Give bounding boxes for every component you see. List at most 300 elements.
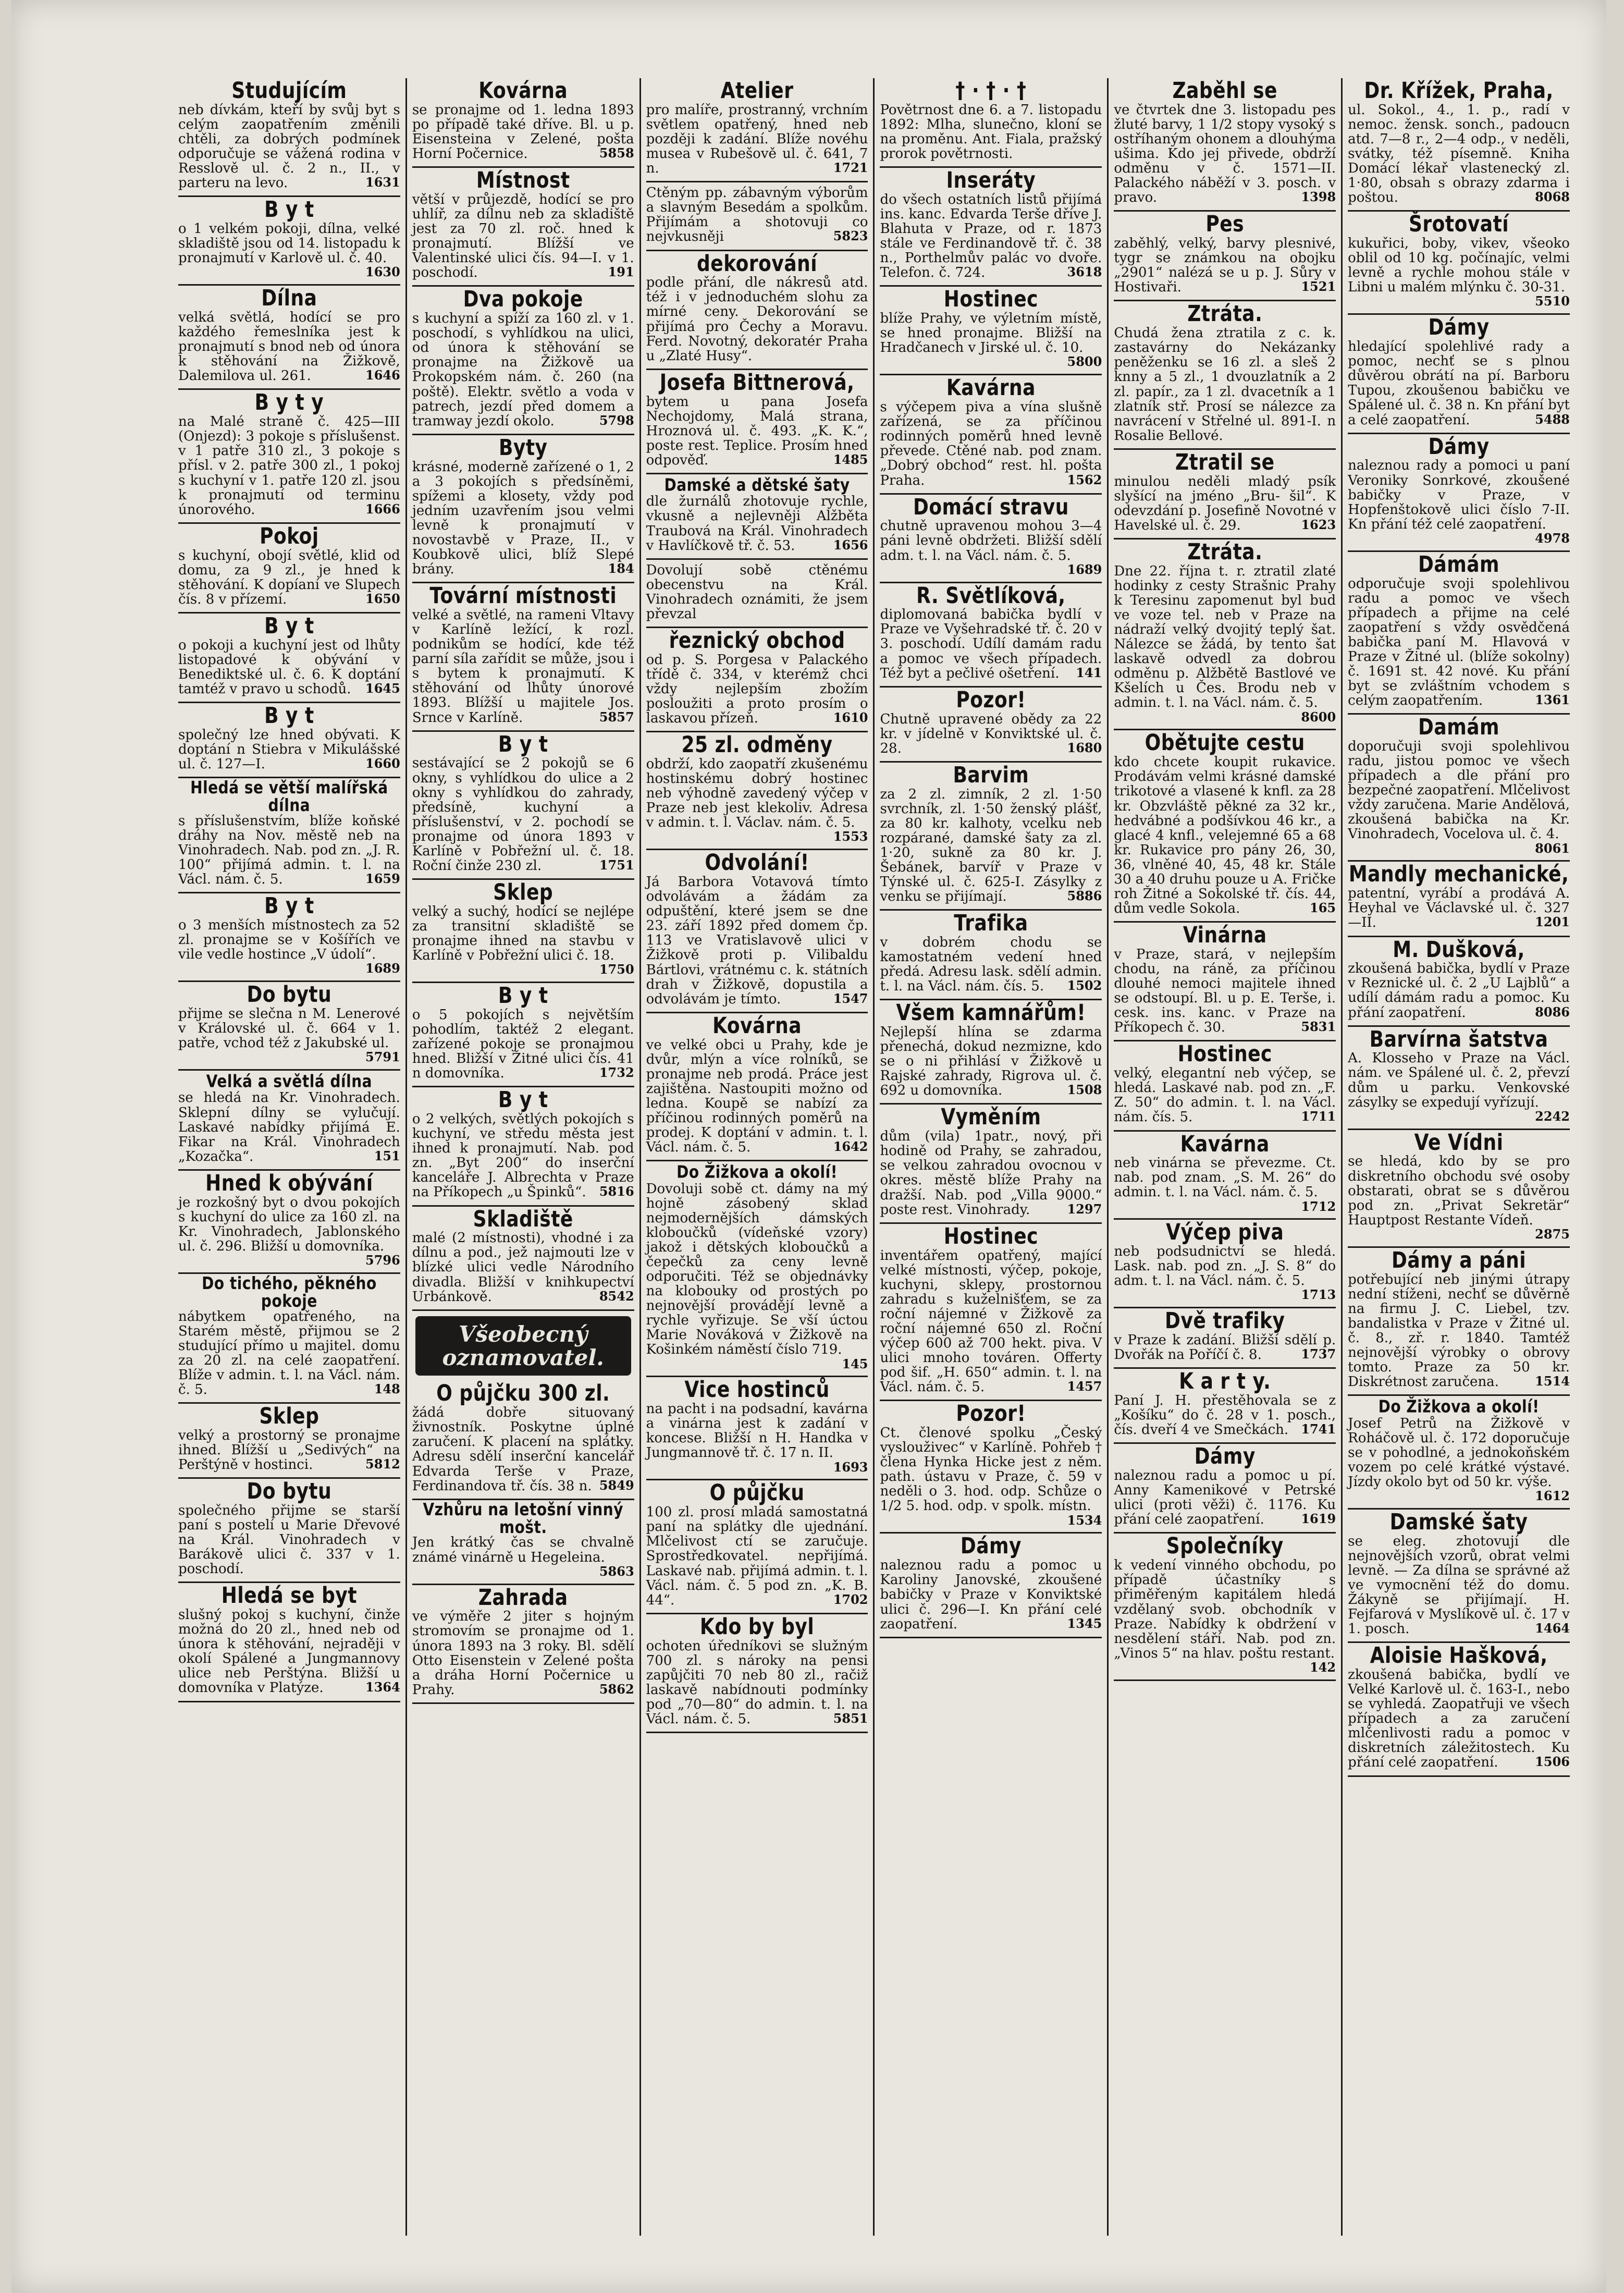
ad-number: 1534 bbox=[1067, 1512, 1102, 1528]
ad-heading: 25 zl. odměny bbox=[681, 732, 833, 758]
ad-body: naleznou rady a pomoci u paní Veroniky Sonrkové, zkoušené babičky v Praze, v Hopfenštokově ulici číslo 7-II. Kn přání též celé zaopatření. 4978 bbox=[1348, 458, 1570, 546]
classified-ad bbox=[880, 911, 1102, 1000]
ad-heading: Hledá se větší malířská dílna bbox=[190, 777, 388, 816]
ad-body: Chudá žena ztratila z c. k. zastavárny do Nekázanky peněženku se 16 zl. a sleš 2 knny a 5 zl., 1 dvouzlatník a 2 zl. papír., za 1 zl. dvacetník a 1 zlatník stř. Prosí se nálezce za navrácení v Střelné ul. 891-I. n Rosalie Bellové. bbox=[1114, 325, 1336, 444]
classified-ad bbox=[178, 1071, 400, 1171]
ad-body: Povětrnost dne 6. a 7. listopadu 1892: Mlha, slunečno, kloní se na proměnu. Ant. Fiala, pražský prorok povětrnosti. bbox=[880, 102, 1102, 162]
classified-ad bbox=[412, 435, 634, 583]
ad-number: 1457 bbox=[1067, 1379, 1102, 1394]
ad-number: 1553 bbox=[833, 829, 868, 844]
ad-heading: Pokoj bbox=[260, 523, 319, 549]
ad-number: 1680 bbox=[1067, 740, 1102, 755]
classified-ad bbox=[412, 583, 634, 731]
ad-body: obdrží, kdo zaopatří zkušenému hostinskému dobrý hostinec neb výhodně zavedený výčep v Praze neb jest klekoliv. Adresa v admin. t. l. Václav. nám. č. 5. 1553 bbox=[646, 756, 868, 844]
ad-body: větší v průjezdě, hodící se pro uhlíř, za dílnu neb za skladiště jest za 70 zl. roč. hned k pronajmutí. Blížší ve Valentinské ulici čís. 94—I. v 1. poschodí. 191 bbox=[412, 191, 634, 281]
classified-ad bbox=[178, 78, 400, 197]
classified-ad bbox=[1348, 715, 1570, 862]
ad-number: 4978 bbox=[1535, 530, 1570, 546]
ad-heading: Dva pokoje bbox=[463, 287, 583, 312]
ad-body: Jen krátký čas se chvalně známé vinárně u Hegeleina. 5863 bbox=[412, 1535, 634, 1579]
ad-number: 1398 bbox=[1301, 189, 1336, 205]
ad-number: 1201 bbox=[1535, 914, 1570, 930]
ad-body: zaběhlý, velký, barvy plesnivé, tygr se známkou na obojku „2901“ nalézá se u p. J. Sůry v Hostivaři. 1521 bbox=[1114, 236, 1336, 296]
ad-number: 1506 bbox=[1535, 1754, 1570, 1770]
ad-number: 148 bbox=[374, 1381, 400, 1396]
ad-body: zkoušená babička, bydlí ve Velké Karlově ul. č. 163-I., nebo se vyhledá. Zaopatřuji ve všech případech a za zaručení mlčenlivosti radu a pomoc v diskretních záležitostech. Ku přání celé zaopatření. 1506 bbox=[1348, 1666, 1570, 1771]
classified-ad bbox=[1114, 78, 1336, 212]
classified-ad bbox=[178, 1274, 400, 1404]
ad-body: slušný pokoj s kuchyní, činže možná do 20 zl., hned neb od února k stěhování, nejraději v okolí Spálené a Jungmannovy ulice neb Perštýna. Bližší u domovníka v Platýze. 1364 bbox=[178, 1607, 400, 1696]
ad-number: 1712 bbox=[1301, 1198, 1336, 1214]
classified-ad bbox=[1114, 1444, 1336, 1534]
classified-ad bbox=[178, 390, 400, 523]
ad-heading: Hned k obývání bbox=[205, 1171, 373, 1196]
ad-heading: B y t y bbox=[254, 390, 324, 416]
ad-body: ochoten úředníkovi se služným 700 zl. s nároky na pensi zapůjčiti 70 neb 80 zl., račiž laskavě nabídnouti podmínky pod „70—80“ do admin. t. l. na Václ. nám. č. 5. 5851 bbox=[646, 1638, 868, 1727]
ad-body: se hledá na Kr. Vinohradech. Sklepní dílny se vylučují. Laskavé nabídky přijímá E. Fikar na Král. Vinohradech „Kozačka“. 151 bbox=[178, 1090, 400, 1164]
ad-number: 1623 bbox=[1301, 517, 1336, 532]
ad-body: se hledá, kdo by se pro diskretního obchodu své osoby obstarati, obrat se s důvěrou pod zn. „Privat Sekretär“ Hauptpost Restante Vídeň. 2875 bbox=[1348, 1154, 1570, 1242]
ad-number: 1508 bbox=[1067, 1082, 1102, 1098]
classified-columns bbox=[173, 78, 1575, 2236]
ad-body: o pokoji a kuchyní jest od lhůty listopadové k obývání v Benediktské ul. č. 6. K doptání tamtéž v pravo u schodů. 1645 bbox=[178, 637, 400, 697]
classified-ad bbox=[178, 982, 400, 1071]
ad-number: 2242 bbox=[1535, 1108, 1570, 1124]
ad-number: 1610 bbox=[833, 710, 868, 726]
ad-body: o 2 velkých, světlých pokojích s kuchyní, ve středu města jest ihned k pronajmutí. Nab. pod zn. „Byt 200“ do inserční kanceláře J. Albrechta v Praze na Příkopech „u Špinků“. 5816 bbox=[412, 1111, 634, 1200]
classified-ad bbox=[880, 375, 1102, 494]
ad-body: se eleg. zhotovují dle nejnovějších vzorů, obrat velmi levně. — Za dílna se správné až ve vymocnění též do domu. Žákyně se přijímají. H. Fejfarová v Myslíkově ul. č. 17 v 1. posch. 1464 bbox=[1348, 1533, 1570, 1637]
classified-ad bbox=[1114, 450, 1336, 539]
ad-number: 1297 bbox=[1067, 1201, 1102, 1217]
ad-heading: Damské šaty bbox=[1389, 1510, 1528, 1535]
ad-heading: K a r t y. bbox=[1179, 1369, 1271, 1394]
ad-heading: Tovární místnosti bbox=[429, 583, 617, 609]
ad-heading: Skladiště bbox=[473, 1206, 573, 1232]
column-1 bbox=[173, 78, 407, 2236]
ad-body: Já Barbora Votavová tímto odvolávám a žádám za odpuštění, které jsem se dne 23. září 1892 před domem čp. 113 ve Vratislavově ulici v Žižkově proti p. Vilibaldu Bártlovi, vrátnému c. k. státních drah v Žižkově, dopustila a odvolávám je tímto. 1547 bbox=[646, 874, 868, 1007]
ad-number: 1721 bbox=[833, 160, 868, 176]
ad-body: kukuřici, boby, vikev, všeoko oblil od 10 kg. počínajíc, velmi levně a rychle mohou stále v Libni u malém mlýnku č. 30-31. 5510 bbox=[1348, 236, 1570, 309]
ad-body: Dne 22. října t. r. ztratil zlaté hodinky z cesty Strašnic Prahy k Teresinu zapomenut byl bud ve voze tel. neb v Praze na nádraží velký dvojitý teplý šat. Nálezce se žádá, by tento šat laskavě odvedl za dobrou odměnu p. Alžbětě Bastlové ve Kšelích u Čes. Brodu neb v admin. t. l. na Václ. nám. č. 5. 8600 bbox=[1114, 563, 1336, 725]
ad-number: 1514 bbox=[1535, 1374, 1570, 1389]
ad-number: 5851 bbox=[833, 1710, 868, 1726]
ad-body: doporučuji svoji spolehlivou radu, jistou pomoc ve všech případech a dle přání pro bezpečné zaopatření. Mlčelivost vždy zaručena. Marie Andělová, zkoušená babička na Kr. Vinohradech, Vocelova ul. č. 4. 8061 bbox=[1348, 739, 1570, 856]
classified-ad bbox=[880, 688, 1102, 763]
ad-body: dle žurnálů zhotovuje rychle, vkusně a nejlevněji Alžběta Traubová na Král. Vinohradech v Havlíčkově tř. č. 53. 1656 bbox=[646, 494, 868, 554]
ad-heading: Vice hostinců bbox=[684, 1377, 830, 1403]
ad-heading: Damám bbox=[1418, 715, 1500, 740]
ad-number: 8068 bbox=[1535, 189, 1570, 205]
ad-heading: Hostinec bbox=[943, 1223, 1039, 1249]
ad-number: 1612 bbox=[1535, 1488, 1570, 1503]
ad-number: 1750 bbox=[599, 962, 634, 977]
classified-ad bbox=[880, 1224, 1102, 1402]
ad-heading: dekorování bbox=[697, 251, 818, 277]
ad-number: 5800 bbox=[1067, 354, 1102, 370]
ad-number: 1650 bbox=[365, 591, 400, 606]
classified-ad bbox=[178, 1479, 400, 1583]
classified-ad bbox=[646, 1161, 868, 1377]
ad-heading: Šrotovatí bbox=[1408, 212, 1509, 237]
ad-number: 8542 bbox=[599, 1288, 634, 1304]
ad-number: 191 bbox=[608, 264, 634, 280]
ad-heading: B y t bbox=[498, 1087, 548, 1113]
ad-body: v Praze k zadání. Bližší sdělí p. Dvořák na Poříčí č. 8. 1737 bbox=[1114, 1332, 1336, 1363]
ad-number: 5831 bbox=[1301, 1019, 1336, 1035]
ad-heading: Odvolání! bbox=[705, 850, 809, 876]
ad-number: 5862 bbox=[599, 1681, 634, 1697]
ad-number: 3618 bbox=[1067, 264, 1102, 280]
ad-body: odporučuje svoji spolehlivou radu a pomoc ve všech případech a přijme na celé zaopatření s vždy osvědčená babička paní M. Hlavová v Praze v Žitné ul. (blíže sokolny) č. 1691 st. 42 nové. Ku přání byt se zvláštním vchodem s celým zaopatřením. 1361 bbox=[1348, 575, 1570, 709]
ad-body: patentní, vyrábí a prodává A. Heyhal ve Václavské ul. č. 327—II. 1201 bbox=[1348, 886, 1570, 931]
classified-ad bbox=[1114, 1041, 1336, 1131]
ad-heading: Pes bbox=[1205, 212, 1245, 237]
ad-heading: Výčep piva bbox=[1166, 1220, 1284, 1246]
ad-body: Ct. členové spolku „Český vyslouživec“ v Karlíně. Pohřeb † člena Hynka Hicke jest z něm. path. ústavu v Praze, č. 59 v neděli o 3. hod. odp. Schůze o 1/2 5. hod. odp. v spolk. místn. 1534 bbox=[880, 1425, 1102, 1528]
classified-ad bbox=[646, 251, 868, 370]
ad-body: neb podsudnictví se hledá. Lask. nab. pod zn. „J. S. 8“ do adm. t. l. na Václ. nám. č. 5. 1713 bbox=[1114, 1244, 1336, 1303]
ad-heading: Kovárna bbox=[712, 1013, 802, 1039]
ad-number: 5488 bbox=[1535, 411, 1570, 427]
classified-ad bbox=[880, 287, 1102, 375]
ad-body: krásné, moderně zařízené o 1, 2 a 3 pokojích s předsíněmi, spížemi a klosety, vždy pod jedním uzavřením jsou velmi levně k pronajmutí v novostavbě v Praze, II., v Koubkově ulici, blíž Slepé brány. 184 bbox=[412, 459, 634, 578]
classified-ad bbox=[646, 850, 868, 1013]
ad-body: velký, elegantní neb výčep, se hledá. Laskavé nab. pod zn. „F. Z. 50“ do admin. t. l. na Václ. nám. čís. 5. 1711 bbox=[1114, 1065, 1336, 1125]
classified-ad bbox=[1348, 434, 1570, 552]
ad-heading: Dámám bbox=[1418, 551, 1500, 578]
ad-heading: Do bytu bbox=[247, 982, 332, 1008]
ad-number: 1711 bbox=[1301, 1109, 1336, 1124]
newspaper-page bbox=[11, 0, 1606, 2293]
classified-ad bbox=[412, 287, 634, 435]
ad-body: k vedení vinného obchodu, po případě účastníky s přiměřeným kapitálem hledá vzdělaný svob. obchodník v Praze. Nabídky k obdržení v nesdělení stáří. Nab. pod zn. „Vinos 5“ na hlav. poštu restant. 142 bbox=[1114, 1558, 1336, 1675]
ad-heading: Hostinec bbox=[1177, 1041, 1272, 1068]
classified-ad bbox=[412, 1207, 634, 1311]
ad-number: 1521 bbox=[1301, 279, 1336, 295]
ad-number: 151 bbox=[374, 1148, 400, 1163]
ad-heading: Dámy bbox=[1428, 434, 1490, 460]
ad-heading: Dámy bbox=[960, 1534, 1022, 1560]
ad-number: 145 bbox=[842, 1356, 868, 1371]
ad-number: 1737 bbox=[1301, 1346, 1336, 1362]
classified-ad bbox=[1348, 937, 1570, 1027]
ad-heading: O půjčku 300 zl. bbox=[436, 1381, 610, 1407]
ad-body: kdo chcete koupit rukavice. Prodávám velmi krásné damské trikotové a vlasené k knfl. za 28 kr. Obzvláště pěkné za 32 kr., hedvábné a podšívkou 46 kr., a glacé 4 knfl., velejemné 65 a 68 kr. Rukavice pro pány 26, 30, 36, vlněné 40, 45, 48 kr. Stále 30 a 40 druhu pouze u A. Fričke roh Žitné a Sokolské tř. čís. 44, dům vedle Sokola. 165 bbox=[1114, 754, 1336, 917]
ad-body: velký a suchý, hodící se nejlépe za transitní skladiště se pronajme ihned na stavbu v Karlíně v Pobřežní ulici č. 18. 1750 bbox=[412, 903, 634, 977]
ad-heading: M. Dušková, bbox=[1393, 937, 1525, 963]
ad-body: chutně upravenou mohou 3—4 páni levně obdržeti. Bližší sdělí adm. t. l. na Václ. nám. č. 5. 1689 bbox=[880, 518, 1102, 577]
ad-heading: Vyměním bbox=[941, 1105, 1041, 1131]
classified-ad bbox=[1348, 862, 1570, 937]
ad-heading: Ztráta. bbox=[1187, 301, 1263, 327]
ad-number: 5816 bbox=[599, 1184, 634, 1199]
ad-number: 1345 bbox=[1067, 1615, 1102, 1631]
ad-body: hledající spolehlivé rady a pomoc, nechť se s plnou důvěrou obrátí na pí. Barboru Tupou, zkoušenou babičku ve Spálené ul. č. 38 n. Kn přání byt a celé zaopatření. 5488 bbox=[1348, 339, 1570, 428]
classified-ad bbox=[412, 1087, 634, 1206]
classified-ad bbox=[1114, 1534, 1336, 1681]
classified-ad bbox=[1114, 1220, 1336, 1308]
classified-ad bbox=[412, 880, 634, 983]
ad-heading: Vzhůru na letošní vinný mošt. bbox=[423, 1499, 623, 1538]
ad-number: 1666 bbox=[365, 501, 400, 517]
ad-heading: B y t bbox=[264, 703, 314, 729]
ad-heading: Ztráta. bbox=[1187, 539, 1263, 565]
ad-number: 1485 bbox=[833, 451, 868, 467]
classified-ad bbox=[880, 495, 1102, 583]
ad-heading: Ve Vídni bbox=[1414, 1130, 1504, 1156]
classified-ad bbox=[1348, 1396, 1570, 1510]
ad-number: 1630 bbox=[365, 264, 400, 280]
ad-heading: Společníky bbox=[1166, 1534, 1284, 1560]
ad-heading: Kavárna bbox=[1180, 1131, 1270, 1157]
ad-heading: Byty bbox=[498, 435, 548, 461]
ad-heading: Dvě trafiky bbox=[1164, 1308, 1285, 1334]
ad-number: 5796 bbox=[365, 1252, 400, 1268]
classified-ad bbox=[1348, 1130, 1570, 1248]
classified-ad bbox=[412, 1381, 634, 1500]
ad-body: Ctěným pp. zábavným výborům a slavným Besedám a spolkům. Přijímám a shotovuji co nejvkusněji 5823 bbox=[646, 185, 868, 245]
ad-body: neb dívkám, kteří by svůj byt s celým zaopatřením změnili chtěli, za dobrých podmínek odporučuje se vážená rodina v Resslově ul. č. 2 n., II., v parteru na levo. 1631 bbox=[178, 102, 400, 191]
ad-number: 184 bbox=[608, 561, 634, 577]
ad-heading: Damské a dětské šaty bbox=[664, 474, 850, 495]
ad-body: ve výměře 2 jiter s hojným stromovím se pronajme od 1. února 1893 na 3 roky. Bl. sdělí Otto Eisenstein v Zelené pošta a dráha Horní Počernice u Prahy. 5862 bbox=[412, 1609, 634, 1698]
ad-heading: Všem kamnářům! bbox=[896, 1000, 1086, 1026]
ad-body: žádá dobře situovaný živnostník. Poskytne úplné zaručení. K placení na splátky. Adresu sdělí inserční kancelář Edvarda Terše v Praze, Ferdinandova tř. čís. 38 n. 5849 bbox=[412, 1405, 634, 1494]
ad-heading: O půjčku bbox=[709, 1480, 805, 1506]
ad-number: 1660 bbox=[365, 755, 400, 771]
ad-body: ul. Sokol., 4., 1. p., radí v nemoc. žensk. sonch., padoucn atd. 7—8 r., 2—4 odp., v neděli, svátky, též písemně. Kniha Domácí lékař vlastenecký zl. 1·80, obsah s obrazy zdarma i poštou. 8068 bbox=[1348, 102, 1570, 206]
section-banner: Všeobecný oznamovatel. bbox=[415, 1316, 631, 1376]
ad-number: 141 bbox=[1076, 665, 1102, 680]
ad-heading: Kdo by byl bbox=[699, 1614, 815, 1640]
classified-ad bbox=[178, 778, 400, 893]
ad-body: na Malé straně č. 425—III (Onjezd): 3 pokoje s příslušenst. v 1 patře 310 zl., 3 pokoje s přísl. v 2. patře 300 zl., 1 pokoj s kuchyní v 1. patře 120 zl. jsou k pronajmutí od terminu únorového. 1666 bbox=[178, 414, 400, 518]
ad-body: Paní J. H. přestěhovala se z „Košíku“ do č. 28 v 1. posch., čís. dveří 4 ve Smečkách. 1741 bbox=[1114, 1393, 1336, 1438]
ad-number: 5798 bbox=[599, 412, 634, 428]
ad-body: s výčepem piva a vína slušně zařízená, se za příčinou rodinných poměrů hned levně převede. Ctěné nab. pod znam. „Dobrý obchod“ rest. hl. pošta Praha. 1562 bbox=[880, 399, 1102, 488]
classified-ad bbox=[646, 1480, 868, 1614]
ad-heading: Pozor! bbox=[956, 1401, 1026, 1427]
classified-ad bbox=[646, 1013, 868, 1161]
ad-body: o 3 menších místnostech za 52 zl. pronajme se v Košířích ve vile vedle hostince „V údolí“. 1689 bbox=[178, 917, 400, 976]
ad-number: 1361 bbox=[1535, 692, 1570, 708]
classified-ad bbox=[412, 78, 634, 168]
column-5 bbox=[1109, 78, 1343, 2236]
ad-body: od p. S. Porgesa v Palackého třídě č. 334, v kterémž chci vždy nejlepším zbožím posloužiti a proto prosím o laskavou přízeň. 1610 bbox=[646, 652, 868, 727]
ad-number: 5823 bbox=[833, 228, 868, 244]
classified-ad bbox=[880, 1401, 1102, 1534]
ad-heading: Barvírna šatstva bbox=[1369, 1026, 1548, 1052]
ad-number: 1689 bbox=[1067, 561, 1102, 577]
ad-heading: B y t bbox=[264, 614, 314, 639]
classified-ad bbox=[880, 1105, 1102, 1223]
ad-heading: Barvim bbox=[953, 762, 1029, 788]
ad-number: 1645 bbox=[365, 680, 400, 696]
column-3 bbox=[641, 78, 875, 2236]
classified-ad bbox=[646, 78, 868, 182]
ad-body: za 2 zl. zimník, 2 zl. 1·50 svrchník, zl. 1·50 ženský plášť, za 80 kr. kalhoty, vcelku neb rozpárané, damské šaty za zl. 1·20, sukně za 80 kr. J. Šebánek, barvíř v Praze v Týnské ul. č. 625-I. Zásylky z venku se přijímají. 5886 bbox=[880, 786, 1102, 905]
ad-body: dům (vila) 1patr., nový, při hodině od Prahy, se zahradou, se velkou zahradou ovocnou v okres. městě blíže Prahy na dražší. Nab. pod „Villa 9000.“ poste rest. Vinohrady. 1297 bbox=[880, 1129, 1102, 1218]
classified-ad bbox=[880, 763, 1102, 911]
classified-ad bbox=[178, 1583, 400, 1702]
ad-heading: Velká a světlá dílna bbox=[206, 1071, 373, 1092]
ad-number: 5863 bbox=[599, 1563, 634, 1579]
classified-ad bbox=[178, 703, 400, 778]
ad-number: 5858 bbox=[599, 145, 634, 161]
ad-body: o 5 pokojích s největším pohodlím, taktéž 2 elegant. zařízené pokoje se pronajmou hned. Bližší v Žitné ulici čís. 41 n domovníka. 1732 bbox=[412, 1007, 634, 1082]
ad-body: velké a světlé, na rameni Vltavy v Karlíně ležící, k rozl. podnikům se hodící, kde též parní síla zařídit se může, jsou i s bytem k pronajmutí. K stěhování od lhůty únorové 1893. Blížší u majitele Jos. Srnce v Karlíně. 5857 bbox=[412, 607, 634, 726]
ad-number: 2875 bbox=[1535, 1226, 1570, 1242]
classified-ad bbox=[178, 614, 400, 703]
ad-body: s kuchyní a spíží za 160 zl. v 1. poschodí, s vyhlídkou na ulici, od února k stěhování se pronajme na Žižkově ua Prokopském nám. č. 260 (na poště). Elektr. světlo a voda v patrech, jezdí před domem a tramway jezdí okolo. 5798 bbox=[412, 311, 634, 429]
ad-heading: B y t bbox=[264, 893, 314, 919]
classified-ad bbox=[1114, 301, 1336, 449]
ad-number: 1547 bbox=[833, 990, 868, 1006]
ad-number: 1693 bbox=[833, 1459, 868, 1475]
ad-body: 100 zl. prosí mladá samostatná paní na splátky dle ujednání. Mlčelivost ctí se zaručuje. Sprostředkovatel. nepřijímá. Laskavé nab. přijímá admin. t. l. Václ. nám. č. 5 pod zn. „K. B. 44“. 1702 bbox=[646, 1504, 868, 1608]
ad-number: 1689 bbox=[365, 961, 400, 976]
classified-ad bbox=[1348, 1643, 1570, 1776]
ad-body: na pacht i na podsadní, kavárna a vinárna jest k zadání v koncese. Bližší n H. Handka v Jungmannově tř. č. 17 n. II. 1693 bbox=[646, 1401, 868, 1475]
classified-ad bbox=[1114, 730, 1336, 923]
ad-heading: Dámy bbox=[1428, 315, 1490, 340]
classified-ad bbox=[178, 286, 400, 390]
classified-ad bbox=[178, 1404, 400, 1479]
ad-heading: Dílna bbox=[261, 286, 317, 311]
ad-heading: Místnost bbox=[476, 168, 570, 193]
ad-number: 1656 bbox=[833, 537, 868, 553]
classified-ad bbox=[1114, 1369, 1336, 1444]
ad-heading: Dámy bbox=[1194, 1444, 1256, 1469]
ad-number: 1646 bbox=[365, 367, 400, 383]
classified-ad bbox=[1348, 78, 1570, 212]
ad-body: Josef Petrů na Žižkově v Roháčově ul. č. 172 doporučuje se v pohodlné, a jednokoňském vozem po celé krátké výstavé. Jízdy okolo byt od 50 kr. výše. 1612 bbox=[1348, 1415, 1570, 1503]
ad-heading: Atelier bbox=[720, 78, 794, 104]
ad-body: velký a prostorný se pronajme ihned. Blížší u „Sedivých“ na Perštýně v hostinci. 5812 bbox=[178, 1427, 400, 1473]
ad-body: společného přijme se starší paní s postelí u Marie Dřevové na Král. Vinohradech v Barákově ulici č. 337 v 1. poschodí. bbox=[178, 1502, 400, 1577]
classified-ad bbox=[178, 524, 400, 614]
ad-heading: Pozor! bbox=[956, 687, 1026, 713]
classified-ad bbox=[1348, 212, 1570, 315]
ad-body: Dovolují sobě ctěnému obecenstvu na Král. Vinohradech oznámiti, že jsem převzal bbox=[646, 562, 868, 622]
ad-body: je rozkošný byt o dvou pokojích s kuchyní do ulice za 160 zl. na Kr. Vinohradech, Jablonského ul. č. 296. Bližší u domovníka. 5796 bbox=[178, 1194, 400, 1268]
ad-body: se pronajme od 1. ledna 1893 po případě také dříve. Bl. u p. Eisensteina v Zelené, pošta Horní Počernice. 5858 bbox=[412, 102, 634, 162]
ad-body: v Praze, stará, v nejlepším chodu, na ráně, za příčinou dlouhé nemoci majitele ihned se odstoupí. Bl. u p. E. Terše, i. cesk. ins. kanc. v Praze na Příkopech č. 30. 5831 bbox=[1114, 946, 1336, 1036]
ad-heading: řeznický obchod bbox=[669, 628, 845, 654]
ad-body: potřebující neb jinými útrapy nední stíženi, nechť se důvěrně na firmu J. C. Liebel, tzv. bandalistka v Praze v Žitné ul. č. 8., zř. r. 1840. Tamtéž nejnovější výrobky o obrovy tomto. Praze za 50 kr. Diskrétnost zaručena. 1514 bbox=[1348, 1271, 1570, 1390]
ad-number: 165 bbox=[1310, 900, 1336, 916]
ad-heading: Vinárna bbox=[1183, 923, 1267, 948]
ad-body: malé (2 místnosti), vhodné i za dílnu a pod., jež najmouti lze v blízké ulici vedle Národního divadla. Bližší v knihkupectví Urbánkově. 8542 bbox=[412, 1230, 634, 1305]
ad-body: inventářem opatřený, mající velké místnosti, výčep, pokoje, kuchyni, sklepy, prostornou zahradu s kuželnišťem, se za roční nájemné v Žižkově za roční nájemné 650 zl. Roční výčep 600 až 700 hekt. piva. V ulici mnoho továren. Offerty pod šif. „H. 650“ admin. t. l. na Václ. nám. č. 5. 1457 bbox=[880, 1247, 1102, 1395]
ad-body: o 1 velkém pokoji, dílna, velké skladiště jsou od 14. listopadu k pronajmutí v Karlově ul. č. 40. 1630 bbox=[178, 221, 400, 280]
classified-ad bbox=[178, 1171, 400, 1274]
ad-heading: Mandly mechanické, bbox=[1348, 862, 1569, 888]
ad-number: 5510 bbox=[1535, 293, 1570, 309]
ad-number: 1364 bbox=[365, 1679, 400, 1695]
ad-body: naleznou radu a pomoc u Karoliny Janovské, zkoušené babičky v Praze v Konviktské ulici č. 296—I. Kn přání celé zaopatření. 1345 bbox=[880, 1558, 1102, 1632]
ad-body: v dobrém chodu se kamostatném vedení hned předá. Adresu lask. sdělí admin. t. l. na Václ. nám. čís. 5. 1502 bbox=[880, 934, 1102, 995]
classified-ad bbox=[412, 983, 634, 1087]
classified-ad bbox=[1348, 1248, 1570, 1396]
ad-number: 8086 bbox=[1535, 1004, 1570, 1020]
ad-body: pro malíře, prostranný, vrchním světlem opatřený, hned neb později k zadání. Blíže novéhu musea v Rubešově ul. č. 641, 7 n. 1721 bbox=[646, 102, 868, 177]
ad-body: zkoušená babička, bydlí v Praze v Reznické ul. č. 2 „U Lajblů“ a udílí dámám radu a pomoc. Ku přání zaopatření. 8086 bbox=[1348, 961, 1570, 1021]
ad-heading: B y t bbox=[264, 197, 314, 223]
classified-ad bbox=[178, 197, 400, 286]
ad-heading: Do Žižkova a okolí! bbox=[1378, 1396, 1540, 1417]
ad-number: 1702 bbox=[833, 1591, 868, 1607]
ad-heading: Do bytu bbox=[247, 1479, 332, 1504]
classified-ad bbox=[646, 474, 868, 560]
ad-body: sestávající se 2 pokojů se 6 okny, s vyhlídkou do ulice a 2 okny s vyhlídkou do zahrady, předsíně, kuchyní a příslušenství, v 2. pochodí se pronajme od února 1893 v Karlíně v Pobřežní ul. č. 18. Roční činže 230 zl. 1751 bbox=[412, 755, 634, 874]
ad-heading: † · † · † bbox=[955, 78, 1027, 104]
ad-body: Chutně upravené obědy za 22 kr. v jídelně v Konviktské ul. č. 28. 1680 bbox=[880, 711, 1102, 756]
ad-number: 5886 bbox=[1067, 888, 1102, 904]
classified-ad bbox=[646, 732, 868, 850]
classified-ad bbox=[178, 893, 400, 982]
classified-ad bbox=[1114, 923, 1336, 1041]
classified-ad bbox=[880, 78, 1102, 168]
ad-heading: Hledá se byt bbox=[221, 1583, 358, 1609]
ad-heading: Do tichého, pěkného pokoje bbox=[202, 1273, 377, 1311]
ad-heading: Obětujte cestu bbox=[1145, 730, 1305, 756]
ad-number: 5812 bbox=[365, 1456, 400, 1472]
column-2 bbox=[407, 78, 641, 2236]
ad-body: blíže Prahy, ve výletním místě, se hned pronajme. Bližší na Hradčanech v Jirské ul. č. 10. 5800 bbox=[880, 311, 1102, 370]
ad-heading: Inseráty bbox=[946, 168, 1036, 193]
ad-number: 1642 bbox=[833, 1139, 868, 1155]
classified-ad bbox=[646, 182, 868, 251]
classified-ad bbox=[1348, 1510, 1570, 1643]
ad-body: naleznou radu a pomoc u pí. Anny Kamenikové v Petrské ulici (proti věži) č. 1176. Ku přání celé zaopatření. 1619 bbox=[1114, 1468, 1336, 1528]
ad-body: nábytkem opatřeného, na Starém městě, přijmou se 2 studující přímo u majitel. domu za 20 zl. na celé zaopatření. Blíže v admin. t. l. na Václ. nám. č. 5. 148 bbox=[178, 1308, 400, 1397]
ad-body: A. Klosseho v Praze na Václ. nám. ve Spálené ul. č. 2, převzí dům u parku. Venkovské zásylky se expedují vyřízují. 2242 bbox=[1348, 1050, 1570, 1124]
classified-ad bbox=[646, 1377, 868, 1480]
ad-heading: Dámy a páni bbox=[1392, 1247, 1527, 1273]
ad-body: minulou neděli mladý psík slyšící na jméno „Bru- šil“. K odevzdání p. Josefině Novotné v Havelské ul. č. 29. 1623 bbox=[1114, 473, 1336, 533]
classified-ad bbox=[880, 583, 1102, 688]
ad-heading: Aloisie Hašková, bbox=[1370, 1643, 1548, 1669]
ad-number: 1502 bbox=[1067, 978, 1102, 994]
ad-body: podle přání, dle nákresů atd. též i v jednoduchém slohu za mírné ceny. Dekorování se přijímá pro Čechy a Moravu. Ferd. Novotný, dekoratér Praha u „Zlaté Husy“. bbox=[646, 275, 868, 364]
ad-number: 1464 bbox=[1535, 1621, 1570, 1636]
ad-number: 1631 bbox=[365, 175, 400, 190]
classified-ad bbox=[646, 560, 868, 628]
classified-ad bbox=[646, 1614, 868, 1733]
classified-ad bbox=[1348, 1027, 1570, 1130]
classified-ad bbox=[1348, 315, 1570, 434]
classified-ad bbox=[880, 1534, 1102, 1638]
ad-number: 1619 bbox=[1301, 1511, 1336, 1527]
ad-heading: Sklep bbox=[493, 880, 553, 905]
ad-heading: Zahrada bbox=[478, 1585, 568, 1611]
classified-ad bbox=[1114, 212, 1336, 301]
ad-number: 5857 bbox=[599, 709, 634, 725]
ad-heading: Kovárna bbox=[478, 78, 568, 104]
ad-number: 142 bbox=[1310, 1659, 1336, 1675]
classified-ad bbox=[412, 732, 634, 880]
classified-ad bbox=[412, 168, 634, 287]
classified-ad bbox=[880, 1000, 1102, 1105]
ad-heading: Trafika bbox=[954, 911, 1028, 936]
ad-heading: Hostinec bbox=[943, 287, 1039, 312]
ad-body: přijme se slečna n M. Lenerové v Královské ul. č. 664 v 1. patře, vchod též z Jakubské ul. 5791 bbox=[178, 1006, 400, 1065]
ad-body: neb vinárna se převezme. Ct. nab. pod znam. „S. M. 26“ do admin. t. l. na Václ. nám. č. 5. 1712 bbox=[1114, 1155, 1336, 1214]
ad-body: s příslušenstvím, blíže koňské dráhy na Nov. městě neb na Vinohradech. Nab. pod zn. „J. R. 100“ přijímá admin. t. l. na Václ. nám. č. 5. 1659 bbox=[178, 813, 400, 888]
ad-number: 5849 bbox=[599, 1477, 634, 1493]
